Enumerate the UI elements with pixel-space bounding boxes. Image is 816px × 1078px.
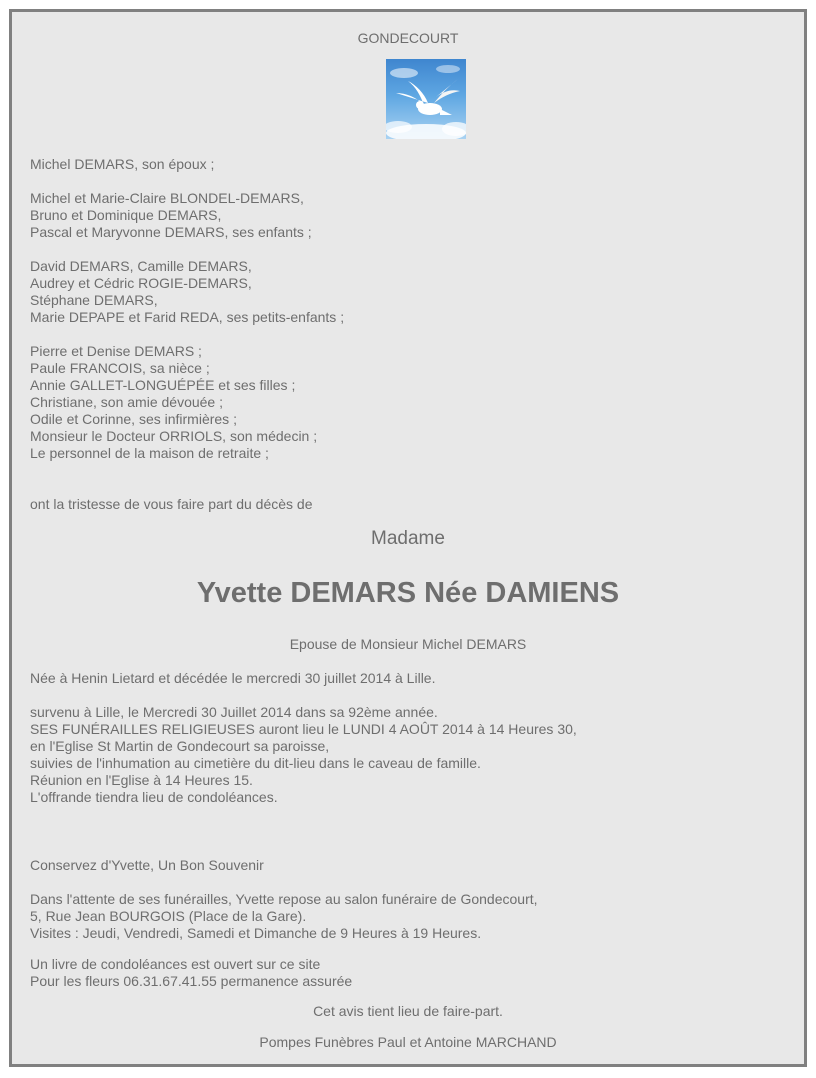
list-item: Dans l'attente de ses funérailles, Yvette repose au salon funéraire de Gondecourt, [30, 891, 538, 907]
list-item: Réunion en l'Eglise à 14 Heures 15. [30, 772, 253, 788]
list-item: Audrey et Cédric ROGIE-DEMARS, [30, 275, 252, 291]
list-item: en l'Eglise St Martin de Gondecourt sa paroisse, [30, 738, 330, 754]
list-item: Bruno et Dominique DEMARS, [30, 207, 222, 223]
condolences-info [30, 956, 352, 990]
list-item: Paule FRANCOIS, sa nièce ; [30, 360, 210, 376]
spouse-text: Michel DEMARS, son époux ; [30, 156, 215, 172]
announcement-text: ont la tristesse de vous faire part du décès de [30, 496, 313, 512]
children-list [30, 190, 312, 241]
birth-death-line [30, 670, 435, 687]
obituary-frame [9, 9, 807, 1067]
list-item: Pierre et Denise DEMARS ; [30, 343, 202, 359]
others-list [30, 343, 317, 462]
notice-statement: Cet avis tient lieu de faire-part. [313, 1003, 503, 1019]
spouse-of: Epouse de Monsieur Michel DEMARS [289, 636, 527, 652]
funeral-details [30, 704, 577, 806]
list-item: Pascal et Maryvonne DEMARS, ses enfants ; [30, 224, 312, 240]
announcement-line [30, 496, 313, 513]
deceased-title: Madame [371, 528, 445, 549]
grandchildren-list [30, 258, 344, 326]
list-item: Monsieur le Docteur ORRIOLS, son médecin ; [30, 428, 318, 444]
list-item: SES FUNÉRAILLES RELIGIEUSES auront lieu le LUNDI 4 AOÛT 2014 à 14 Heures 30, [30, 721, 577, 737]
list-item: David DEMARS, Camille DEMARS, [30, 258, 252, 274]
list-item: Stéphane DEMARS, [30, 292, 158, 308]
spouse-line [30, 156, 214, 173]
funeral-home: Pompes Funèbres Paul et Antoine MARCHAND [259, 1034, 557, 1050]
birth-death-text: Née à Henin Lietard et décédée le mercredi 30 juillet 2014 à Lille. [30, 670, 436, 686]
visits-info [30, 891, 538, 942]
list-item: Odile et Corinne, ses infirmières ; [30, 411, 237, 427]
list-item: survenu à Lille, le Mercredi 30 Juillet 2014 dans sa 92ème année. [30, 704, 438, 720]
dove-in-sky-icon [386, 59, 466, 139]
list-item: L'offrande tiendra lieu de condoléances. [30, 789, 278, 805]
list-item: Annie GALLET-LONGUÉPÉE et ses filles ; [30, 377, 296, 393]
list-item: 5, Rue Jean BOURGOIS (Place de la Gare). [30, 908, 307, 924]
list-item: Michel et Marie-Claire BLONDEL-DEMARS, [30, 190, 304, 206]
souvenir-line [30, 857, 264, 874]
list-item: suivies de l'inhumation au cimetière du dit-lieu dans le caveau de famille. [30, 755, 481, 771]
list-item: Un livre de condoléances est ouvert sur ce site [30, 956, 321, 972]
list-item: Marie DEPAPE et Farid REDA, ses petits-enfants ; [30, 309, 345, 325]
souvenir-text: Conservez d'Yvette, Un Bon Souvenir [30, 857, 264, 873]
list-item: Christiane, son amie dévouée ; [30, 394, 223, 410]
deceased-name: Yvette DEMARS Née DAMIENS [196, 577, 620, 609]
town-name: GONDECOURT [357, 30, 459, 46]
list-item: Le personnel de la maison de retraite ; [30, 445, 269, 461]
list-item: Visites : Jeudi, Vendredi, Samedi et Dimanche de 9 Heures à 19 Heures. [30, 925, 482, 941]
list-item: Pour les fleurs 06.31.67.41.55 permanence assurée [30, 973, 353, 989]
